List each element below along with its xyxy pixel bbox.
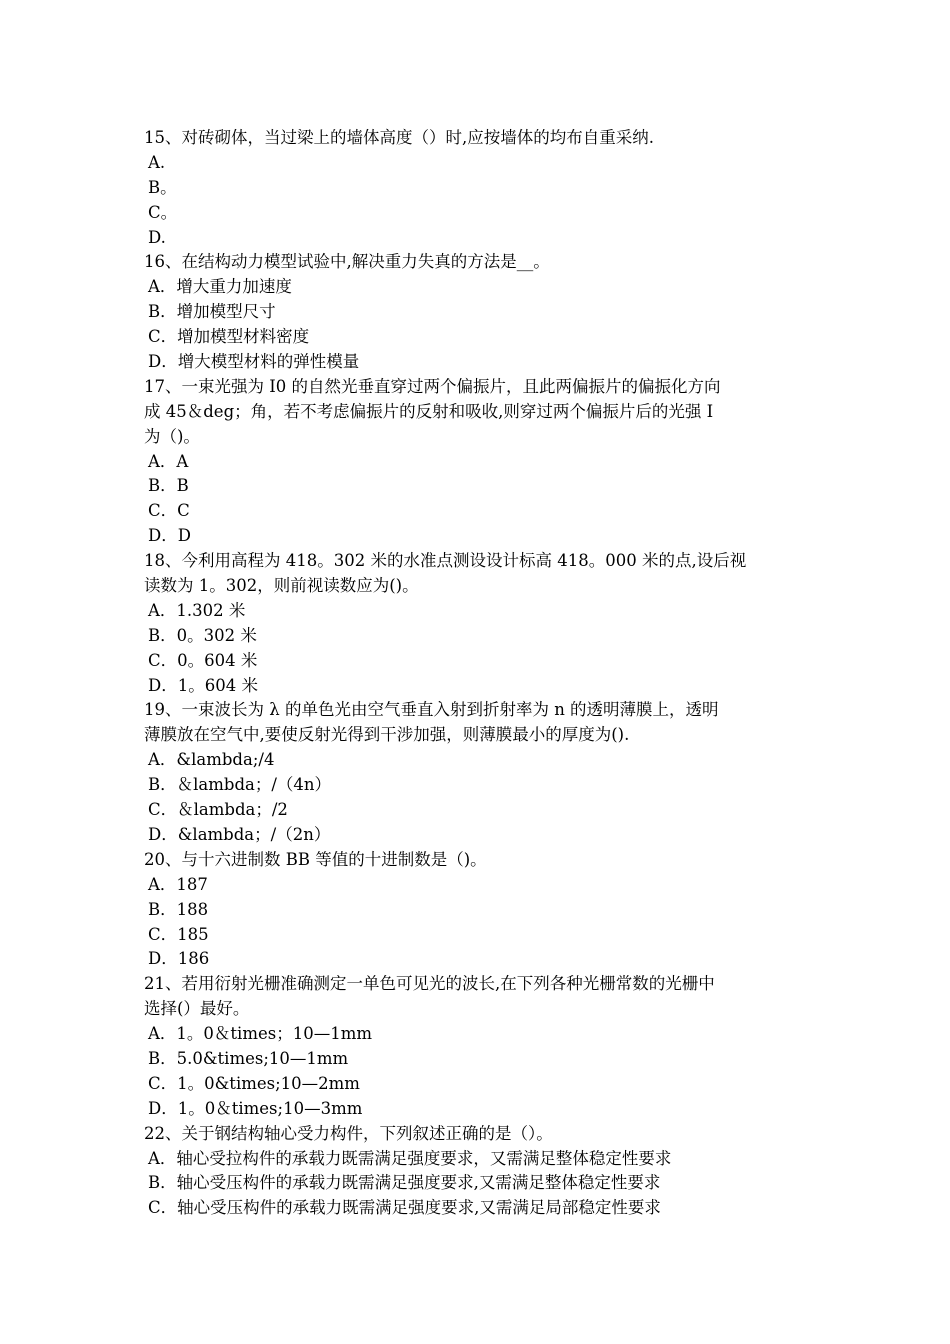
question-text: 16、在结构动力模型试验中,解决重力失真的方法是__。	[144, 252, 550, 272]
option-d: D．D	[148, 526, 191, 546]
option-c: C．C	[148, 501, 190, 521]
question-16	[144, 250, 808, 374]
option-b: B。	[148, 177, 177, 197]
option-d: D．1。0＆times;10—3mm	[148, 1098, 363, 1118]
option-d: D．增大模型材料的弹性模量	[148, 352, 360, 372]
option-a: A．1.302 米	[148, 600, 246, 620]
option-b: B．＆lambda；/（4n）	[148, 775, 332, 795]
question-15	[144, 126, 808, 250]
option-d: D.	[148, 227, 166, 247]
option-c: C．185	[148, 924, 209, 944]
question-text-line-2: 选择(）最好。	[144, 999, 250, 1019]
option-d: D．&lambda；/（2n）	[148, 824, 331, 844]
option-a: A．A	[148, 451, 189, 471]
option-c: C．1。0&times;10—2mm	[148, 1073, 360, 1093]
question-text-line-2: 薄膜放在空气中,要使反射光得到干涉加强，则薄膜最小的厚度为().	[144, 725, 630, 745]
option-d: D．186	[148, 949, 210, 969]
option-b: B．轴心受压构件的承载力既需满足强度要求,又需满足整体稳定性要求	[148, 1173, 661, 1193]
option-c: C。	[148, 202, 178, 222]
question-18	[144, 549, 808, 698]
option-b: B．0。302 米	[148, 625, 257, 645]
question-text-line-1: 21、若用衍射光栅准确测定一单色可见光的波长,在下列各种光栅常数的光栅中	[144, 974, 715, 994]
question-text-line-1: 19、一束波长为 λ 的单色光由空气垂直入射到折射率为 n 的透明薄膜上，透明	[144, 700, 719, 720]
option-b: B．5.0&times;10—1mm	[148, 1048, 349, 1068]
question-22	[144, 1122, 808, 1222]
option-b: B．188	[148, 899, 209, 919]
option-c: C．增加模型材料密度	[148, 327, 310, 347]
question-text-line-1: 17、一束光强为 I0 的自然光垂直穿过两个偏振片，且此两偏振片的偏振化方向	[144, 376, 721, 396]
document-page	[144, 126, 808, 1221]
option-a: A．&lambda;/4	[148, 750, 275, 770]
question-text: 20、与十六进制数 BB 等值的十进制数是（)。	[144, 849, 487, 869]
question-17	[144, 375, 808, 549]
option-c: C．＆lambda；/2	[148, 800, 288, 820]
question-text-line-3: 为（)。	[144, 426, 200, 446]
question-21	[144, 972, 808, 1121]
question-text-line-2: 读数为 1。302，则前视读数应为()。	[144, 576, 419, 596]
question-text-line-1: 18、今利用高程为 418。302 米的水准点测设设计标高 418。000 米的点,设后视	[144, 551, 747, 571]
option-a: A．187	[148, 874, 208, 894]
option-a: A.	[148, 152, 166, 172]
option-a: A．增大重力加速度	[148, 277, 292, 297]
question-20	[144, 848, 808, 972]
option-c: C．0。604 米	[148, 650, 258, 670]
option-a: A．轴心受拉构件的承载力既需满足强度要求，又需满足整体稳定性要求	[148, 1148, 672, 1168]
option-b: B．增加模型尺寸	[148, 302, 276, 322]
option-b: B．B	[148, 476, 189, 496]
question-19	[144, 698, 808, 847]
question-text-line-2: 成 45＆deg；角，若不考虑偏振片的反射和吸收,则穿过两个偏振片后的光强 I	[144, 401, 714, 421]
option-c: C．轴心受压构件的承载力既需满足强度要求,又需满足局部稳定性要求	[148, 1198, 661, 1218]
question-text: 22、关于钢结构轴心受力构件，下列叙述正确的是（）。	[144, 1123, 553, 1143]
option-d: D．1。604 米	[148, 675, 258, 695]
option-a: A．1。0＆times；10—1mm	[148, 1024, 372, 1044]
question-text: 15、对砖砌体，当过梁上的墙体高度（）时,应按墙体的均布自重采纳.	[144, 128, 654, 147]
